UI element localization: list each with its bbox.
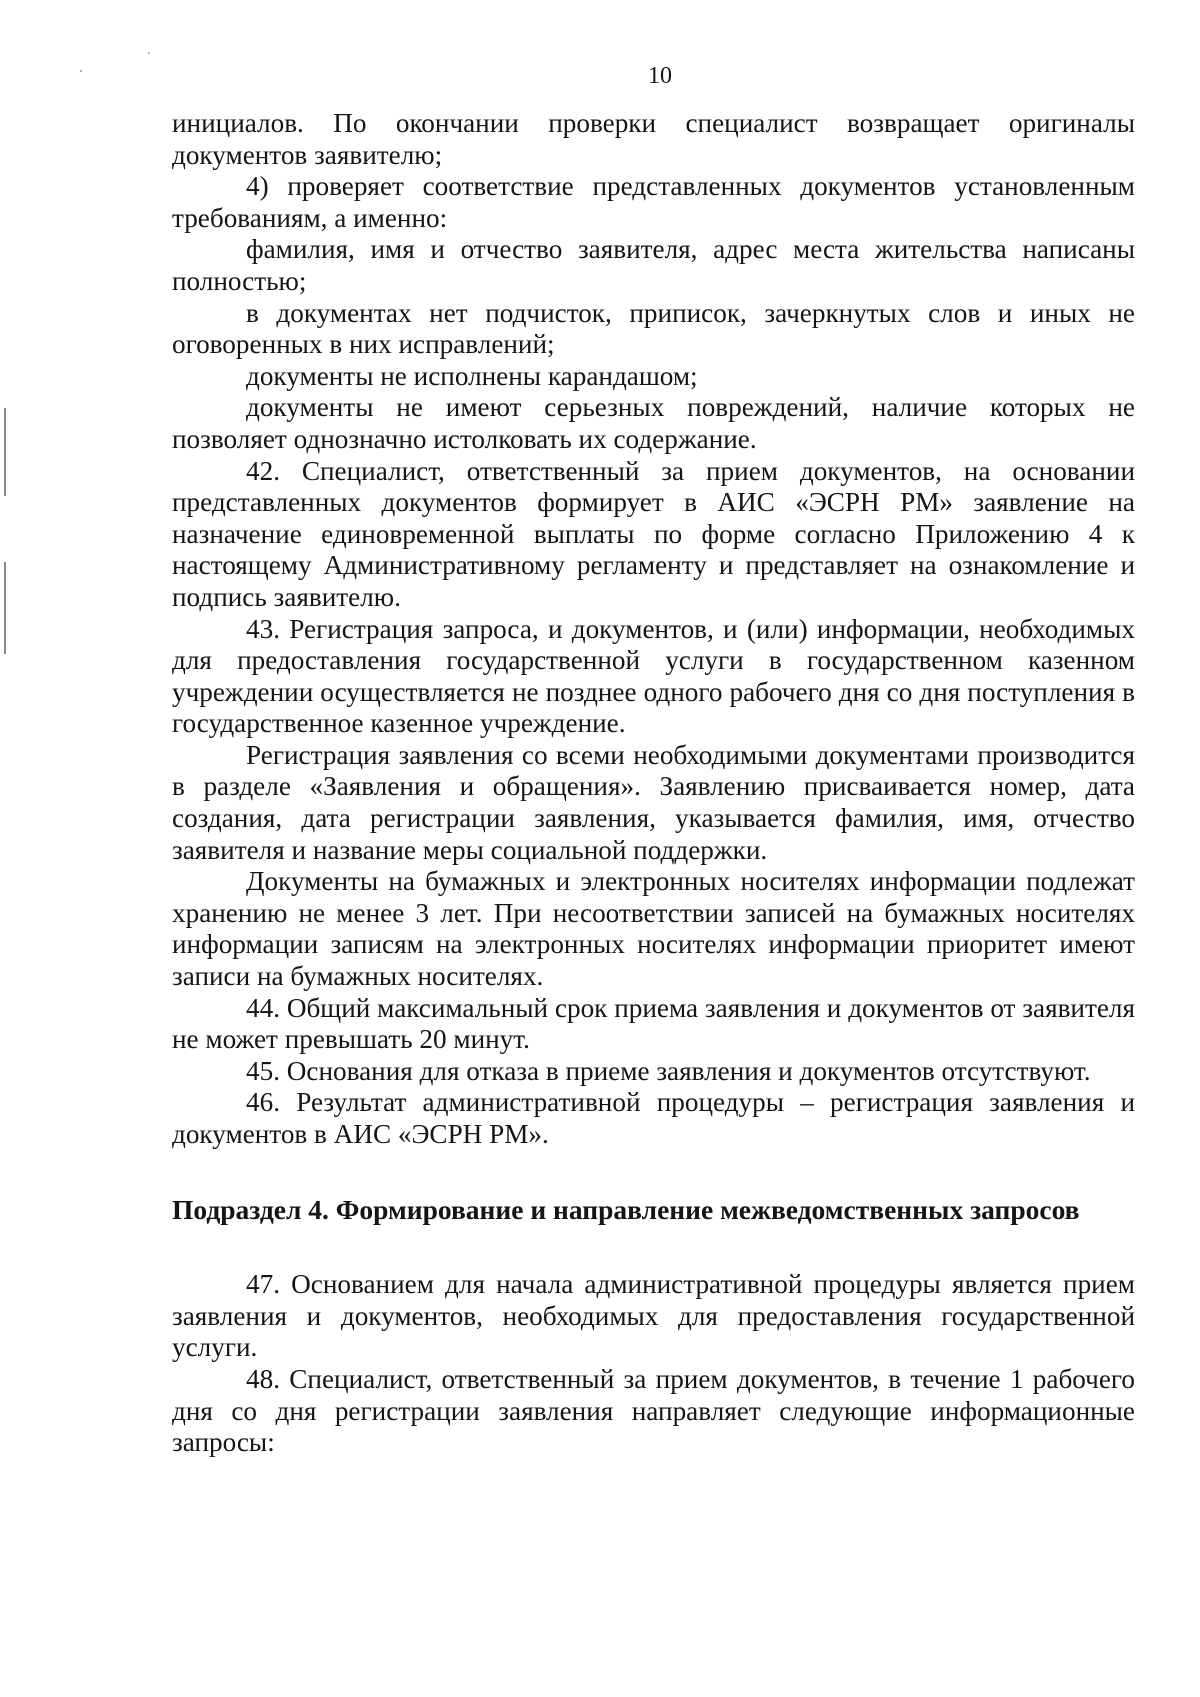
paragraph: 42. Специалист, ответственный за прием документов, на основании представленных документов формирует в АИС «ЭСРН РМ» заявление на назначение единовременной выплаты по форме согласно Приложению 4 к настоящему Административному регламенту и представляет на ознакомление и подпись заявителю.: [172, 455, 1135, 612]
paragraph: 4) проверяет соответствие представленных документов установленным требованиям, а именно:: [172, 171, 1135, 233]
section-heading: Подраздел 4. Формирование и направление межведомственных запросов: [172, 1193, 1080, 1225]
scan-speck: [148, 52, 150, 54]
paragraph: Регистрация заявления со всеми необходимыми документами производится в разделе «Заявления и обращения». Заявлению присваивается номер, дата создания, дата регистрации заявления, указывается фамилия, имя, отчество заявителя и название меры социальной поддержки.: [172, 739, 1135, 865]
scan-edge-mark: [4, 408, 6, 496]
paragraph: документы не имеют серьезных повреждений, наличие которых не позволяет однозначно истолковать их содержание.: [172, 392, 1135, 454]
paragraph: 46. Результат административной процедуры – регистрация заявления и документов в АИС «ЭСРН РМ».: [172, 1087, 1135, 1149]
paragraph: 43. Регистрация запроса, и документов, и (или) информации, необходимых для предоставления государственной услуги в государственном казенном учреждении осуществляется не позднее одного рабочего дня со дня поступления в государственное казенное учреждение.: [172, 613, 1135, 739]
document-body: [172, 108, 1135, 1459]
paragraph: фамилия, имя и отчество заявителя, адрес места жительства написаны полностью;: [172, 234, 1135, 296]
paragraph: 45. Основания для отказа в приеме заявления и документов отсутствуют.: [246, 1055, 1091, 1086]
paragraph: инициалов. По окончании проверки специалист возвращает оригиналы документов заявителю;: [172, 108, 1135, 170]
paragraph: 48. Специалист, ответственный за прием документов, в течение 1 рабочего дня со дня регистрации заявления направляет следующие информационные запросы:: [172, 1363, 1135, 1458]
paragraph: в документах нет подчисток, приписок, зачеркнутых слов и иных не оговоренных в них исправлений;: [172, 297, 1135, 360]
scan-edge-mark: [4, 562, 6, 654]
paragraph: Документы на бумажных и электронных носителях информации подлежат хранению не менее 3 лет. При несоответствии записей на бумажных носителях информации записям на электронных носителях информации приоритет имеют записи на бумажных носителях.: [172, 866, 1135, 992]
paragraph: 44. Общий максимальный срок приема заявления и документов от заявителя не может превышать 20 минут.: [172, 992, 1135, 1055]
page-number: 10: [648, 63, 672, 89]
paragraph: документы не исполнены карандашом;: [246, 360, 698, 391]
paragraph: 47. Основанием для начала административной процедуры является прием заявления и документов, необходимых для предоставления государственной услуги.: [172, 1269, 1135, 1363]
